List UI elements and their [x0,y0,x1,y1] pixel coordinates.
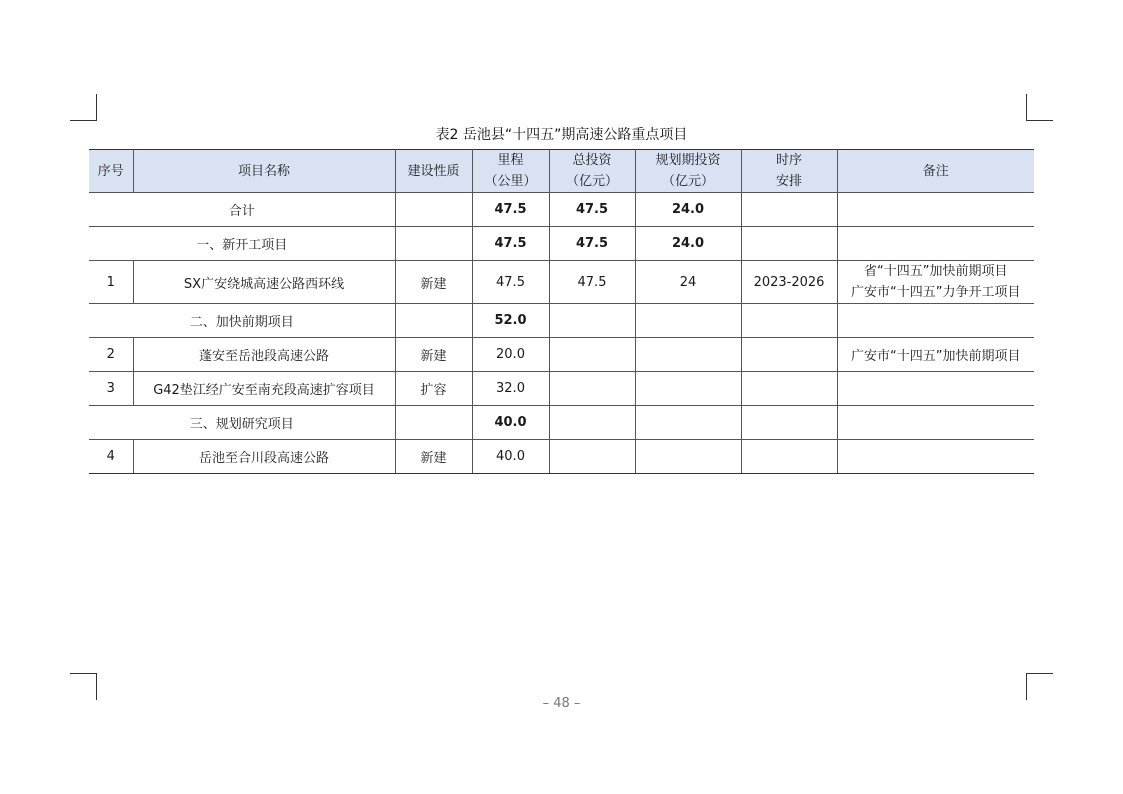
row4-mileage: 40.0 [472,440,549,474]
table-row-group-3 [89,406,1034,440]
total-schedule [741,193,837,227]
total-label: 合计 [89,193,395,227]
row1-nature: 新建 [395,261,472,304]
group1-plan-investment: 24.0 [635,227,741,261]
header-total-investment: 总投资 （亿元） [549,150,635,193]
total-plan-investment: 24.0 [635,193,741,227]
header-schedule: 时序 安排 [741,150,837,193]
group3-label: 三、规划研究项目 [89,406,395,440]
row2-seq: 2 [89,338,133,372]
header-seq: 序号 [89,150,133,193]
table-row-total [89,193,1034,227]
total-investment: 47.5 [549,193,635,227]
page-number: – 48 – [542,696,581,711]
row1-investment: 47.5 [549,261,635,304]
group2-label: 二、加快前期项目 [89,304,395,338]
table-row [89,261,1034,304]
table-row [89,440,1034,474]
header-name: 项目名称 [133,150,395,193]
table-row-group-1 [89,227,1034,261]
table-title: 表2 岳池县“十四五”期高速公路重点项目 [435,127,688,143]
projects-table [89,149,1034,474]
row3-nature: 扩容 [395,372,472,406]
table-row [89,338,1034,372]
group3-mileage: 40.0 [472,406,549,440]
table-header-row [89,150,1034,193]
total-nature [395,193,472,227]
row2-mileage: 20.0 [472,338,549,372]
row4-nature: 新建 [395,440,472,474]
crop-mark-top-right [1026,94,1053,121]
row1-mileage: 47.5 [472,261,549,304]
row1-name: SX广安绕城高速公路西环线 [133,261,395,304]
row3-seq: 3 [89,372,133,406]
group1-mileage: 47.5 [472,227,549,261]
group2-mileage: 52.0 [472,304,549,338]
group1-investment: 47.5 [549,227,635,261]
row1-plan-investment: 24 [635,261,741,304]
row1-note: 省“十四五”加快前期项目 广安市“十四五”力争开工项目 [837,261,1034,304]
row4-seq: 4 [89,440,133,474]
header-mileage: 里程 （公里） [472,150,549,193]
total-mileage: 47.5 [472,193,549,227]
row4-name: 岳池至合川段高速公路 [133,440,395,474]
row2-note: 广安市“十四五”加快前期项目 [837,338,1034,372]
total-note [837,193,1034,227]
row1-seq: 1 [89,261,133,304]
row1-schedule: 2023-2026 [741,261,837,304]
row2-nature: 新建 [395,338,472,372]
group1-label: 一、新开工项目 [89,227,395,261]
row3-mileage: 32.0 [472,372,549,406]
header-nature: 建设性质 [395,150,472,193]
row2-name: 蓬安至岳池段高速公路 [133,338,395,372]
header-plan-investment: 规划期投资 （亿元） [635,150,741,193]
crop-mark-top-left [70,94,97,121]
table-row [89,372,1034,406]
table-row-group-2 [89,304,1034,338]
header-note: 备注 [837,150,1034,193]
row3-name: G42垫江经广安至南充段高速扩容项目 [133,372,395,406]
